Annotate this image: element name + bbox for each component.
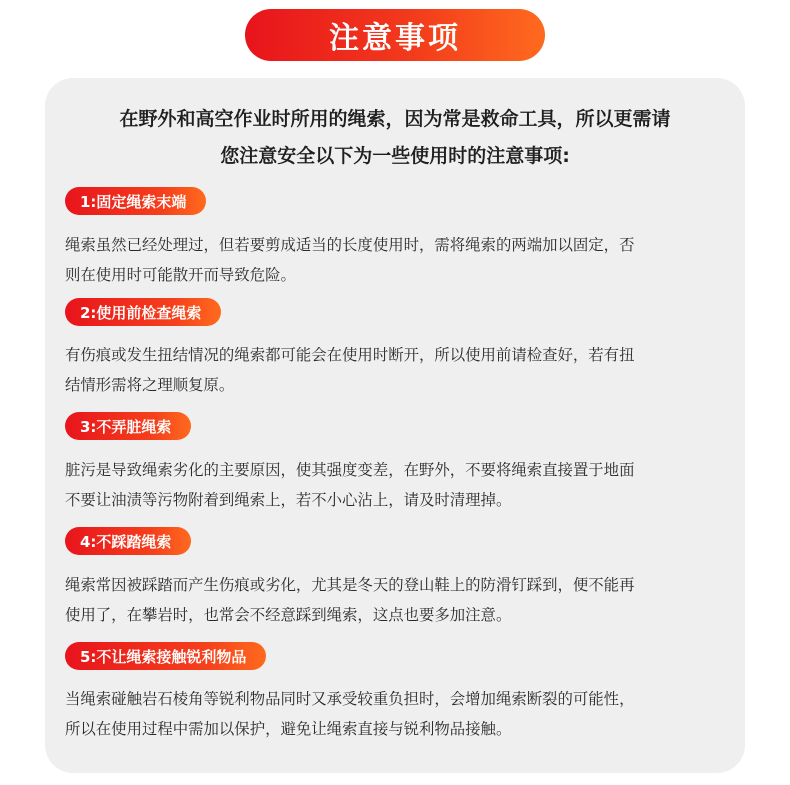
section-text-5 — [65, 684, 745, 744]
page-title: 注意事项 — [245, 9, 545, 61]
section-4-line-2: 使用了，在攀岩时，也常会不经意踩到绳索，这点也要多加注意。 — [65, 606, 512, 624]
intro-line-1: 在野外和高空作业时所用的绳索，因为常是救命工具，所以更需请 — [119, 108, 671, 130]
section-1-line-2: 则在使用时可能散开而导致危险。 — [65, 266, 296, 284]
section-5-line-1: 当绳索碰触岩石棱角等锐利物品同时又承受较重负担时，会增加绳索断裂的可能性， — [65, 690, 635, 708]
section-4-line-1: 绳索常因被踩踏而产生伤痕或劣化，尤其是冬天的登山鞋上的防滑钉踩到，便不能再 — [65, 576, 635, 594]
section-1-line-1: 绳索虽然已经处理过，但若要剪成适当的长度使用时，需将绳索的两端加以固定，否 — [65, 236, 635, 254]
section-text-1 — [65, 230, 745, 290]
section-text-3 — [65, 455, 745, 515]
intro-line-2: 您注意安全以下为一些使用时的注意事项: — [220, 145, 570, 167]
section-badge-2: 2:使用前检查绳索 — [65, 298, 221, 326]
section-2-line-1: 有伤痕或发生扭结情况的绳索都可能会在使用时断开，所以使用前请检查好，若有扭 — [65, 346, 635, 364]
section-5-line-2: 所以在使用过程中需加以保护，避免让绳索直接与锐利物品接触。 — [65, 720, 512, 738]
section-3-line-2: 不要让油渍等污物附着到绳索上，若不小心沾上，请及时清理掉。 — [65, 491, 512, 509]
section-text-2 — [65, 340, 745, 400]
section-badge-5: 5:不让绳索接触锐利物品 — [65, 642, 266, 670]
section-badge-1: 1:固定绳索末端 — [65, 187, 206, 215]
section-text-4 — [65, 570, 745, 630]
notice-panel — [45, 78, 745, 773]
section-2-line-2: 结情形需将之理顺复原。 — [65, 376, 235, 394]
section-badge-4: 4:不踩踏绳索 — [65, 527, 191, 555]
section-badge-3: 3:不弄脏绳索 — [65, 412, 191, 440]
section-3-line-1: 脏污是导致绳索劣化的主要原因，使其强度变差，在野外，不要将绳索直接置于地面 — [65, 461, 635, 479]
